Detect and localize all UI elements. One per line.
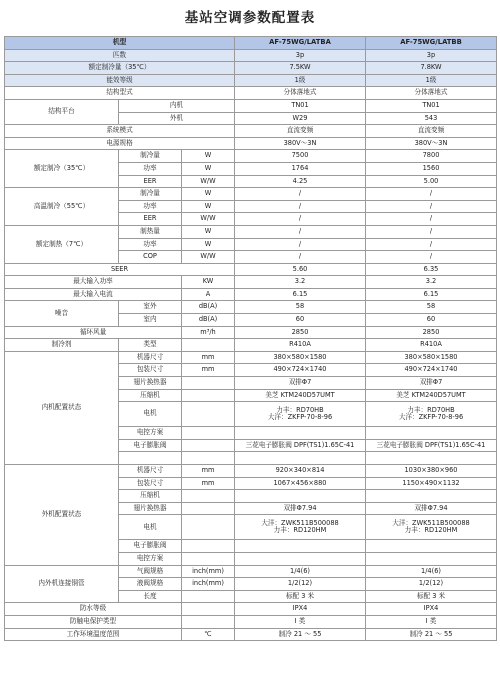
cell-a: / bbox=[235, 200, 366, 213]
row-label: 最大输入功率 bbox=[5, 276, 182, 289]
cell-a: 5.60 bbox=[235, 263, 366, 276]
cell-b: 2850 bbox=[366, 326, 497, 339]
sub-label: COP bbox=[119, 251, 182, 264]
cell-a bbox=[235, 490, 366, 503]
sub-label: EER bbox=[119, 213, 182, 226]
motor-line: 大洋：ZKFP-70-8-96 bbox=[398, 413, 464, 422]
cell-b bbox=[366, 402, 497, 427]
cell-a: 7.5KW bbox=[235, 62, 366, 75]
sub-label: 类型 bbox=[119, 339, 182, 352]
sub-label: 长度 bbox=[119, 590, 182, 603]
cell-a bbox=[235, 515, 366, 540]
sub-label: 压缩机 bbox=[119, 490, 182, 503]
cell-b: 1150×490×1132 bbox=[366, 477, 497, 490]
cell-b: 543 bbox=[366, 112, 497, 125]
table-row bbox=[5, 628, 497, 641]
cell-a: 920×340×814 bbox=[235, 465, 366, 478]
unit bbox=[182, 389, 235, 402]
table-row bbox=[5, 263, 497, 276]
cell-a: 58 bbox=[235, 301, 366, 314]
cell-a: R410A bbox=[235, 339, 366, 352]
cell-a: / bbox=[235, 225, 366, 238]
table-row bbox=[5, 74, 497, 87]
cell-b: 1级 bbox=[366, 74, 497, 87]
cell-b: 7800 bbox=[366, 150, 497, 163]
table-row bbox=[5, 301, 497, 314]
table-row bbox=[5, 339, 497, 352]
motor-line: 大洋：ZKFP-70-8-96 bbox=[267, 413, 333, 422]
unit bbox=[182, 439, 235, 452]
cell-a: 直流变频 bbox=[235, 125, 366, 138]
row-label: 防触电保护类型 bbox=[5, 615, 182, 628]
row-label: 防水等级 bbox=[5, 603, 182, 616]
table-row bbox=[5, 99, 497, 112]
unit: inch(mm) bbox=[182, 565, 235, 578]
unit: W/W bbox=[182, 175, 235, 188]
unit: dB(A) bbox=[182, 314, 235, 327]
cell-b: 1/2(12) bbox=[366, 578, 497, 591]
sub-label: 包装尺寸 bbox=[119, 477, 182, 490]
cell-a: 380V～3N bbox=[235, 137, 366, 150]
unit: mm bbox=[182, 351, 235, 364]
cell-b: 分体落地式 bbox=[366, 87, 497, 100]
unit bbox=[182, 540, 235, 553]
cell-a: 3p bbox=[235, 49, 366, 62]
row-label: SEER bbox=[5, 263, 235, 276]
cell-b: I 类 bbox=[366, 615, 497, 628]
cell-b: 3.2 bbox=[366, 276, 497, 289]
cell-b: 双排Φ7 bbox=[366, 377, 497, 390]
table-row bbox=[5, 125, 497, 138]
header-model-a: AF-75WG/LATBA bbox=[235, 37, 366, 50]
cell-b: 6.35 bbox=[366, 263, 497, 276]
cell-b: 380V～3N bbox=[366, 137, 497, 150]
cell-b: / bbox=[366, 200, 497, 213]
cell-a bbox=[235, 402, 366, 427]
cell-b: / bbox=[366, 238, 497, 251]
table-row bbox=[5, 188, 497, 201]
table-row bbox=[5, 49, 497, 62]
unit bbox=[182, 603, 235, 616]
row-label: 内外机连接铜管 bbox=[5, 565, 119, 603]
table-row bbox=[5, 62, 497, 75]
motor-line: 力丰：RD70HB bbox=[276, 405, 324, 414]
cell-a: 1/2(12) bbox=[235, 578, 366, 591]
cell-a bbox=[235, 427, 366, 440]
cell-b: 5.00 bbox=[366, 175, 497, 188]
cell-b: TN01 bbox=[366, 99, 497, 112]
table-row bbox=[5, 465, 497, 478]
sub-label: 制冷量 bbox=[119, 150, 182, 163]
row-label: 匹数 bbox=[5, 49, 235, 62]
cell-b: / bbox=[366, 225, 497, 238]
cell-b: / bbox=[366, 213, 497, 226]
cell-b: 6.15 bbox=[366, 288, 497, 301]
row-label: 工作环境温度范围 bbox=[5, 628, 182, 641]
sub-label: 电子膨胀阀 bbox=[119, 540, 182, 553]
unit: W bbox=[182, 238, 235, 251]
unit: W bbox=[182, 150, 235, 163]
cell-a: 380×580×1580 bbox=[235, 351, 366, 364]
cell-a: 60 bbox=[235, 314, 366, 327]
sub-label: 内机 bbox=[119, 99, 235, 112]
table-row bbox=[5, 351, 497, 364]
page-title: 基站空调参数配置表 bbox=[184, 10, 316, 26]
cell-b: 制冷 21 ～ 55 bbox=[366, 628, 497, 641]
sub-label: 功率 bbox=[119, 200, 182, 213]
unit: W bbox=[182, 188, 235, 201]
cell-a: 双排Φ7.94 bbox=[235, 502, 366, 515]
cell-a: 7500 bbox=[235, 150, 366, 163]
cell-a bbox=[235, 540, 366, 553]
cell-b bbox=[366, 515, 497, 540]
unit bbox=[182, 615, 235, 628]
unit: ℃ bbox=[182, 628, 235, 641]
unit bbox=[182, 339, 235, 352]
cell-a: 2850 bbox=[235, 326, 366, 339]
cell-a: 490×724×1740 bbox=[235, 364, 366, 377]
cell-a: 3.2 bbox=[235, 276, 366, 289]
sub-label: 室外 bbox=[119, 301, 182, 314]
row-label: 最大输入电流 bbox=[5, 288, 182, 301]
cell-b bbox=[366, 452, 497, 465]
sub-label: 电机 bbox=[119, 402, 182, 427]
cell-a: 标配 3 米 bbox=[235, 590, 366, 603]
cell-a: / bbox=[235, 213, 366, 226]
cell-b: 双排Φ7.94 bbox=[366, 502, 497, 515]
cell-a: 美芝 KTM240D57UMT bbox=[235, 389, 366, 402]
cell-b: 三花电子膨胀阀 DPF(TS1)1.65C-41 bbox=[366, 439, 497, 452]
table-row bbox=[5, 137, 497, 150]
motor-line: 大洋：ZWK511B500088 bbox=[261, 518, 339, 527]
unit: mm bbox=[182, 465, 235, 478]
sub-label: 制热量 bbox=[119, 225, 182, 238]
cell-a: / bbox=[235, 188, 366, 201]
cell-b: IPX4 bbox=[366, 603, 497, 616]
cell-b: 标配 3 米 bbox=[366, 590, 497, 603]
cell-b: 380×580×1580 bbox=[366, 351, 497, 364]
unit: A bbox=[182, 288, 235, 301]
row-label: 外机配置状态 bbox=[5, 465, 119, 566]
unit bbox=[182, 502, 235, 515]
header-label: 机型 bbox=[5, 37, 235, 50]
cell-b: / bbox=[366, 188, 497, 201]
cell-a: / bbox=[235, 251, 366, 264]
motor-line: 力丰：RD120HM bbox=[273, 526, 327, 535]
cell-b: 3p bbox=[366, 49, 497, 62]
row-label: 制冷剂 bbox=[5, 339, 119, 352]
sub-label: 翅片换热器 bbox=[119, 502, 182, 515]
unit: KW bbox=[182, 276, 235, 289]
unit: W/W bbox=[182, 213, 235, 226]
unit bbox=[182, 452, 235, 465]
table-row bbox=[5, 615, 497, 628]
row-label: 结构平台 bbox=[5, 99, 119, 124]
table-row bbox=[5, 288, 497, 301]
cell-a: 三花电子膨胀阀 DPF(TS1)1.65C-41 bbox=[235, 439, 366, 452]
sub-label: 电机 bbox=[119, 515, 182, 540]
table-header-row bbox=[5, 37, 497, 50]
sub-label: 机器尺寸 bbox=[119, 351, 182, 364]
cell-b: 1560 bbox=[366, 162, 497, 175]
unit bbox=[182, 377, 235, 390]
cell-b: 美芝 KTM240D57UMT bbox=[366, 389, 497, 402]
table-row bbox=[5, 603, 497, 616]
cell-a: TN01 bbox=[235, 99, 366, 112]
cell-a: 制冷 21 ～ 55 bbox=[235, 628, 366, 641]
sub-label: 电子膨胀阀 bbox=[119, 439, 182, 452]
unit: inch(mm) bbox=[182, 578, 235, 591]
cell-b: 60 bbox=[366, 314, 497, 327]
sub-label: 功率 bbox=[119, 238, 182, 251]
unit bbox=[182, 515, 235, 540]
sub-label: 外机 bbox=[119, 112, 235, 125]
unit: mm bbox=[182, 364, 235, 377]
unit: dB(A) bbox=[182, 301, 235, 314]
table-row bbox=[5, 276, 497, 289]
row-label: 内机配置状态 bbox=[5, 351, 119, 464]
unit bbox=[182, 590, 235, 603]
row-label: 额定制冷量（35℃） bbox=[5, 62, 235, 75]
sub-label: 功率 bbox=[119, 162, 182, 175]
cell-a: 1764 bbox=[235, 162, 366, 175]
cell-a bbox=[235, 452, 366, 465]
sub-label: 电控方案 bbox=[119, 427, 182, 440]
row-label: 额定制热（7℃） bbox=[5, 225, 119, 263]
cell-a: 6.15 bbox=[235, 288, 366, 301]
motor-line: 大洋：ZWK511B500088 bbox=[392, 518, 470, 527]
cell-b bbox=[366, 540, 497, 553]
cell-a: W29 bbox=[235, 112, 366, 125]
cell-b: 7.8KW bbox=[366, 62, 497, 75]
unit: m³/h bbox=[182, 326, 235, 339]
sub-label: 压缩机 bbox=[119, 389, 182, 402]
unit bbox=[182, 427, 235, 440]
cell-b bbox=[366, 552, 497, 565]
cell-b bbox=[366, 490, 497, 503]
unit: W bbox=[182, 200, 235, 213]
cell-a: I 类 bbox=[235, 615, 366, 628]
cell-b: 1030×380×960 bbox=[366, 465, 497, 478]
cell-a: 1级 bbox=[235, 74, 366, 87]
row-label: 额定制冷（35℃） bbox=[5, 150, 119, 188]
sub-label: 翅片换热器 bbox=[119, 377, 182, 390]
table-row bbox=[5, 225, 497, 238]
table-row bbox=[5, 87, 497, 100]
unit: W/W bbox=[182, 251, 235, 264]
unit: W bbox=[182, 162, 235, 175]
cell-a: 1067×456×880 bbox=[235, 477, 366, 490]
cell-a: 双排Φ7 bbox=[235, 377, 366, 390]
sub-label: 包装尺寸 bbox=[119, 364, 182, 377]
row-label: 循环风量 bbox=[5, 326, 182, 339]
motor-line: 力丰：RD70HB bbox=[407, 405, 455, 414]
unit bbox=[182, 490, 235, 503]
sub-label: 室内 bbox=[119, 314, 182, 327]
row-label: 噪音 bbox=[5, 301, 119, 326]
header-model-b: AF-75WG/LATBB bbox=[366, 37, 497, 50]
cell-b: 直流变频 bbox=[366, 125, 497, 138]
sub-label: 制冷量 bbox=[119, 188, 182, 201]
motor-line: 力丰：RD120HM bbox=[404, 526, 458, 535]
cell-a: 分体落地式 bbox=[235, 87, 366, 100]
cell-a bbox=[235, 552, 366, 565]
cell-b: / bbox=[366, 251, 497, 264]
row-label: 系统模式 bbox=[5, 125, 235, 138]
sub-label: 气阀规格 bbox=[119, 565, 182, 578]
unit: mm bbox=[182, 477, 235, 490]
sub-label: EER bbox=[119, 175, 182, 188]
unit: W bbox=[182, 225, 235, 238]
cell-b bbox=[366, 427, 497, 440]
table-row bbox=[5, 150, 497, 163]
cell-a: IPX4 bbox=[235, 603, 366, 616]
cell-b: 490×724×1740 bbox=[366, 364, 497, 377]
cell-b: R410A bbox=[366, 339, 497, 352]
cell-b: 1/4(6) bbox=[366, 565, 497, 578]
row-label: 高温制冷（55℃） bbox=[5, 188, 119, 226]
unit bbox=[182, 552, 235, 565]
row-label: 能效等级 bbox=[5, 74, 235, 87]
table-row bbox=[5, 565, 497, 578]
table-row bbox=[5, 326, 497, 339]
cell-a: / bbox=[235, 238, 366, 251]
spec-table bbox=[4, 36, 497, 641]
cell-b: 58 bbox=[366, 301, 497, 314]
unit bbox=[182, 402, 235, 427]
cell-a: 1/4(6) bbox=[235, 565, 366, 578]
sub-label: 液阀规格 bbox=[119, 578, 182, 591]
sub-label: 机器尺寸 bbox=[119, 465, 182, 478]
cell-a: 4.25 bbox=[235, 175, 366, 188]
row-label: 结构型式 bbox=[5, 87, 235, 100]
row-label: 电源规格 bbox=[5, 137, 235, 150]
sub-label bbox=[119, 452, 182, 465]
sub-label: 电控方案 bbox=[119, 552, 182, 565]
